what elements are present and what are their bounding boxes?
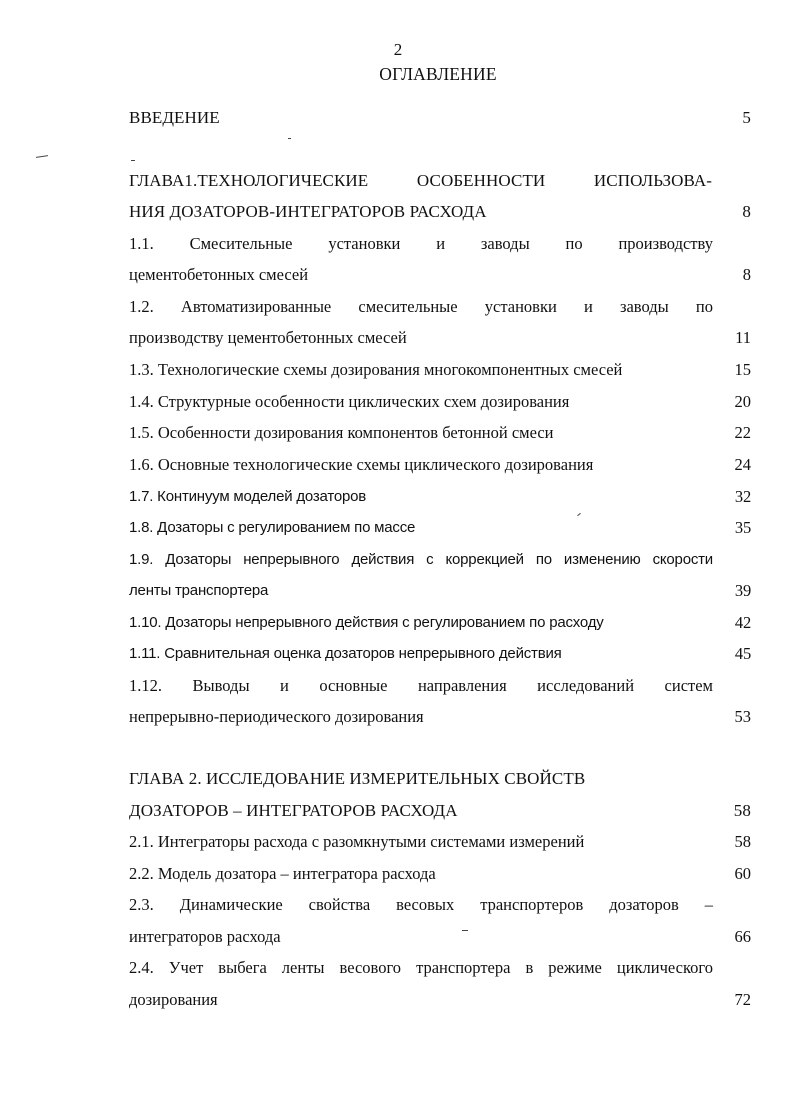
toc-entry-page: 42 (734, 613, 751, 632)
toc-entry-page: 15 (734, 360, 751, 379)
toc-entry-title: цементобетонных смесей (129, 265, 309, 284)
toc-entry-page: 60 (734, 864, 751, 883)
toc-entry-title: дозирования (129, 990, 218, 1009)
toc-entry-title: 2.1. Интеграторы расхода с разомкнутыми системами измерений (129, 832, 585, 851)
page-title: ОГЛАВЛЕНИЕ (379, 64, 497, 84)
toc-entry-title: 1.5. Особенности дозирования компонентов бетонной смеси (129, 423, 554, 442)
scan-mark (462, 930, 468, 931)
toc-entry-title: 1.10. Дозаторы непрерывного действия с регулированием по расходу (129, 614, 604, 631)
toc-entry-1-10 (129, 610, 751, 636)
toc-entry-1-3 (129, 357, 751, 383)
toc-entry-1-2 (129, 294, 751, 320)
toc-entry-title: непрерывно-периодического дозирования (129, 707, 424, 726)
toc-entry-1-11 (129, 641, 751, 667)
toc-entry-page: 35 (734, 518, 751, 537)
toc-entry-title: 2.2. Модель дозатора – интегратора расхода (129, 864, 436, 883)
toc-entry-title: ленты транспортера (129, 582, 269, 599)
toc-entry-page: 39 (734, 581, 751, 600)
toc-entry-1-4 (129, 389, 751, 415)
toc-entry-title: ДОЗАТОРОВ – ИНТЕГРАТОРОВ РАСХОДА (129, 801, 458, 820)
toc-entry-1-9 (129, 547, 751, 573)
toc-entry-title: производству цементобетонных смесей (129, 328, 407, 347)
toc-entry-title: НИЯ ДОЗАТОРОВ-ИНТЕГРАТОРОВ РАСХОДА (129, 202, 487, 221)
toc-entry-1-1-cont (129, 262, 751, 288)
scan-mark (36, 155, 48, 158)
toc-entry-intro (129, 105, 751, 131)
toc-entry-title: 1.4. Структурные особенности циклических схем дозирования (129, 392, 570, 411)
toc-chapter2-heading-line1 (129, 766, 751, 792)
toc-entry-page: 5 (742, 108, 751, 127)
toc-entry-page: 8 (742, 202, 751, 221)
toc-entry-title: интеграторов расхода (129, 927, 281, 946)
toc-chapter1-heading-line2 (129, 199, 751, 225)
toc-entry-title: 1.2. Автоматизированные смесительные установки и заводы по (129, 297, 713, 316)
toc-entry-2-1 (129, 829, 751, 855)
toc-entry-title: 1.8. Дозаторы с регулированием по массе (129, 519, 416, 536)
toc-entry-title: 1.12. Выводы и основные направления исследований систем (129, 676, 713, 695)
toc-entry-page: 22 (734, 423, 751, 442)
toc-entry-title: ГЛАВА1.ТЕХНОЛОГИЧЕСКИЕ ОСОБЕННОСТИ ИСПОЛЬЗОВА- (129, 171, 712, 190)
toc-entry-1-12-cont (129, 704, 751, 730)
toc-entry-title: 1.3. Технологические схемы дозирования многокомпонентных смесей (129, 360, 623, 379)
toc-entry-1-12 (129, 673, 751, 699)
toc-entry-1-7 (129, 484, 751, 510)
toc-entry-2-4 (129, 955, 751, 981)
toc-entry-1-5 (129, 420, 751, 446)
toc-entry-page: 72 (734, 990, 751, 1009)
toc-chapter1-heading-line1 (129, 168, 751, 194)
toc-entry-page: 20 (734, 392, 751, 411)
toc-entry-page: 11 (735, 328, 751, 347)
toc-entry-title: 2.4. Учет выбега ленты весового транспортера в режиме циклического (129, 958, 713, 977)
toc-entry-1-9-cont (129, 578, 751, 604)
toc-entry-2-3-cont (129, 924, 751, 950)
toc-chapter2-heading-line2 (129, 798, 751, 824)
toc-entry-1-2-cont (129, 325, 751, 351)
toc-entry-1-6 (129, 452, 751, 478)
toc-entry-title: 1.9. Дозаторы непрерывного действия с коррекцией по изменению скорости (129, 551, 713, 568)
toc-entry-page: 24 (734, 455, 751, 474)
toc-entry-page: 8 (742, 265, 751, 284)
toc-entry-title: 2.3. Динамические свойства весовых транспортеров дозаторов – (129, 895, 713, 914)
toc-entry-2-4-cont (129, 987, 751, 1013)
toc-entry-page: 32 (734, 487, 751, 506)
scan-mark (288, 138, 291, 139)
toc-entry-page: 66 (734, 927, 751, 946)
toc-entry-title: 1.7. Континуум моделей дозаторов (129, 488, 367, 505)
toc-entry-1-8 (129, 515, 751, 541)
toc-entry-title: 1.11. Сравнительная оценка дозаторов непрерывного действия (129, 645, 562, 662)
toc-entry-page: 45 (734, 644, 751, 663)
toc-entry-page: 58 (733, 801, 751, 820)
toc-entry-page: 58 (734, 832, 751, 851)
toc-entry-2-2 (129, 861, 751, 887)
toc-entry-page: 53 (734, 707, 751, 726)
toc-entry-title: ВВЕДЕНИЕ (129, 108, 220, 127)
toc-entry-1-1 (129, 231, 751, 257)
toc-entry-title: 1.1. Смесительные установки и заводы по производству (129, 234, 713, 253)
scan-mark (131, 160, 135, 161)
page-number: 2 (393, 40, 403, 59)
toc-entry-title: 1.6. Основные технологические схемы циклического дозирования (129, 455, 594, 474)
toc-entry-2-3 (129, 892, 751, 918)
toc-entry-title: ГЛАВА 2. ИССЛЕДОВАНИЕ ИЗМЕРИТЕЛЬНЫХ СВОЙСТВ (129, 769, 586, 788)
